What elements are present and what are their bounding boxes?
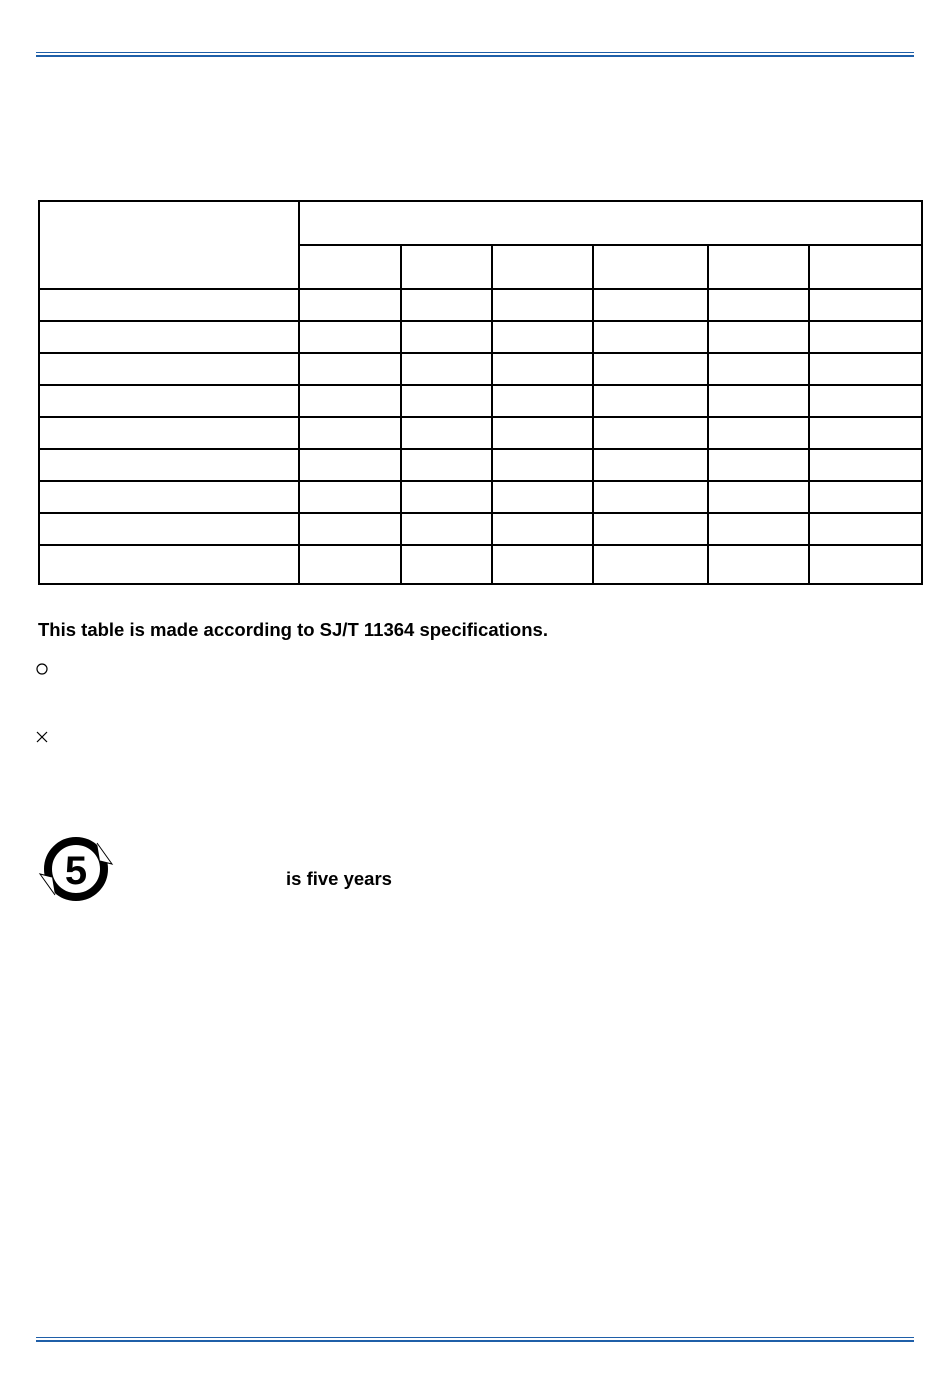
table-cell xyxy=(492,449,593,481)
table-cell xyxy=(401,289,492,321)
table-cell xyxy=(809,321,922,353)
table-cell xyxy=(39,449,299,481)
table-cell xyxy=(401,353,492,385)
circle-icon xyxy=(36,663,48,675)
table-cell xyxy=(809,289,922,321)
table-cell xyxy=(299,321,401,353)
table-cell xyxy=(39,321,299,353)
table-row xyxy=(39,321,922,353)
efup-5-years-icon xyxy=(37,837,115,901)
table-row xyxy=(39,289,922,321)
table-cell xyxy=(39,417,299,449)
table-cell xyxy=(708,545,809,584)
specification-note: This table is made according to SJ/T 11364 specifications. xyxy=(38,619,548,640)
table-cell xyxy=(593,417,708,449)
table-cell xyxy=(708,321,809,353)
table-cell xyxy=(809,481,922,513)
footer-rule xyxy=(36,1337,914,1342)
table-cell xyxy=(299,513,401,545)
table-cell xyxy=(299,385,401,417)
substance-header-cell xyxy=(593,245,708,289)
efup-logo-number: 5 xyxy=(64,849,88,893)
table-cell xyxy=(492,545,593,584)
table-cell xyxy=(708,513,809,545)
table-cell xyxy=(39,289,299,321)
table-cell xyxy=(39,481,299,513)
table-cell xyxy=(593,545,708,584)
table-cell xyxy=(809,513,922,545)
table-cell xyxy=(401,417,492,449)
table-cell xyxy=(401,481,492,513)
table-cell xyxy=(299,481,401,513)
table-row xyxy=(39,545,922,584)
table-cell xyxy=(492,513,593,545)
hazardous-substances-table xyxy=(38,200,923,585)
substance-header-cell xyxy=(809,245,922,289)
table-cell xyxy=(492,289,593,321)
table-cell xyxy=(299,417,401,449)
table-cell xyxy=(39,385,299,417)
header-rule xyxy=(36,52,914,57)
table-cell xyxy=(593,289,708,321)
substance-header-cell xyxy=(299,245,401,289)
substance-header-cell xyxy=(401,245,492,289)
table-row xyxy=(39,513,922,545)
table-cell xyxy=(492,385,593,417)
table-cell xyxy=(708,417,809,449)
table-cell xyxy=(708,353,809,385)
table-header-row xyxy=(39,201,922,245)
table-cell xyxy=(39,513,299,545)
table-cell xyxy=(593,449,708,481)
table-cell xyxy=(593,481,708,513)
substance-header-cell xyxy=(708,245,809,289)
table-row xyxy=(39,417,922,449)
table-cell xyxy=(299,353,401,385)
table-cell xyxy=(492,353,593,385)
table-cell xyxy=(401,449,492,481)
efup-period-text: is five years xyxy=(286,868,392,889)
table-cell xyxy=(39,545,299,584)
table-cell xyxy=(492,417,593,449)
table-cell xyxy=(593,353,708,385)
table-cell xyxy=(492,321,593,353)
table-cell xyxy=(401,321,492,353)
table-cell xyxy=(809,385,922,417)
table-row xyxy=(39,353,922,385)
table-cell xyxy=(809,417,922,449)
table-cell xyxy=(809,353,922,385)
table-cell xyxy=(492,481,593,513)
table-cell xyxy=(593,385,708,417)
table-row xyxy=(39,449,922,481)
substance-header-cell xyxy=(492,245,593,289)
table-cell xyxy=(809,449,922,481)
table-cell xyxy=(39,353,299,385)
table-cell xyxy=(708,481,809,513)
table-cell xyxy=(401,385,492,417)
table-cell xyxy=(299,449,401,481)
table-cell xyxy=(299,545,401,584)
table-cell xyxy=(593,513,708,545)
cross-icon xyxy=(35,730,49,744)
table-cell xyxy=(708,385,809,417)
substances-group-header-cell xyxy=(299,201,922,245)
table-cell xyxy=(401,545,492,584)
table-cell xyxy=(809,545,922,584)
table-cell xyxy=(708,289,809,321)
table-cell xyxy=(593,321,708,353)
table-row xyxy=(39,481,922,513)
table-cell xyxy=(401,513,492,545)
table-cell xyxy=(708,449,809,481)
table-row xyxy=(39,385,922,417)
table-cell xyxy=(299,289,401,321)
part-name-header-cell xyxy=(39,201,299,289)
